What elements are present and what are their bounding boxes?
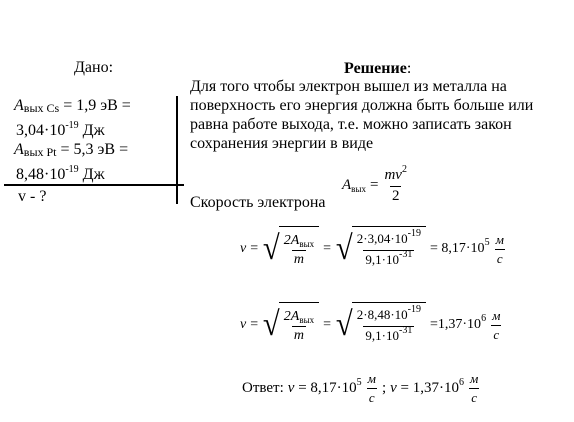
- a-pt-value: = 5,3 эВ =: [56, 141, 129, 158]
- answer-v2-unit: [468, 370, 480, 407]
- answer-label: Ответ:: [242, 380, 284, 396]
- answer-v1-eq: = 8,17·10: [294, 380, 357, 396]
- intro-line-4: сохранения энергии в виде: [190, 135, 374, 152]
- f1-eq2: =: [323, 241, 332, 256]
- f1-sqrt-outer: [262, 226, 319, 272]
- f1-result-exp: 5: [484, 237, 490, 248]
- energy-den: 2: [391, 188, 400, 204]
- sqrt-icon: √: [335, 230, 353, 267]
- given-a-cs: [14, 97, 131, 115]
- solution-title: [344, 60, 411, 78]
- answer-v2-unit-den: с: [471, 390, 478, 405]
- f1-eq: =: [250, 241, 259, 256]
- intro-line-2: поверхность его энергия должна быть больше или: [190, 97, 534, 114]
- f1-inner-den: 9,1·10: [365, 252, 399, 267]
- given-a-pt: [14, 141, 128, 159]
- f1-inner-num-exp: -19: [407, 228, 421, 239]
- f2-result: =1,37·10: [430, 317, 482, 332]
- f2-den: m: [293, 328, 305, 343]
- answer-v1-unit-num: м: [367, 371, 376, 386]
- given-divider: [4, 184, 184, 186]
- energy-eq-sign: =: [369, 177, 379, 193]
- f2-eq: =: [250, 317, 259, 332]
- energy-fraction: [382, 166, 409, 205]
- f1-result: = 8,17·10: [430, 241, 485, 256]
- a-pt-joule-mantissa: 8,48·10: [16, 166, 66, 183]
- answer-v1-unit-den: с: [368, 390, 375, 405]
- f2-unit: [490, 307, 502, 344]
- given-vertical-line: [176, 96, 178, 204]
- given-a-pt-joule: [16, 166, 105, 186]
- formula-1: [240, 226, 506, 272]
- energy-num: mv: [384, 167, 402, 183]
- f2-sqrt-inner: [335, 302, 426, 348]
- given-a-cs-joule: [16, 122, 105, 142]
- a-cs-sub: вых Cs: [23, 101, 60, 115]
- solution-title-colon: :: [406, 60, 412, 77]
- f1-inner-den-exp: -31: [398, 249, 413, 260]
- a-cs-joule-mantissa: 3,04·10: [16, 122, 66, 139]
- a-cs-joule-unit: Дж: [78, 122, 105, 139]
- energy-equation: [342, 166, 409, 205]
- energy-lhs: A: [342, 177, 352, 193]
- answer-v1-exp: 5: [356, 377, 362, 388]
- f2-sqrt-outer: [262, 302, 319, 348]
- energy-lhs-sub: вых: [351, 184, 366, 194]
- f2-num-sub: вых: [299, 315, 315, 325]
- f2-v: v: [240, 317, 247, 332]
- intro-line-3: равна работе выхода, т.е. можно записать закон: [190, 116, 512, 133]
- f1-inner-num: 2·3,04·10: [356, 231, 408, 246]
- f2-inner-den-exp: -31: [398, 325, 413, 336]
- sqrt-icon: √: [263, 230, 280, 267]
- intro-line-1: Для того чтобы электрон вышел из металла на: [190, 78, 507, 95]
- a-pt-symbol: A: [14, 141, 24, 158]
- f1-unit-den: с: [496, 250, 503, 266]
- a-cs-joule-exp: -19: [65, 120, 79, 131]
- f1-num-sub: вых: [299, 239, 315, 249]
- answer-v2-unit-num: м: [470, 371, 479, 386]
- f1-num-coef: 2A: [283, 233, 300, 248]
- answer-v2: v: [390, 380, 397, 396]
- formula-2: [240, 302, 502, 348]
- f2-num-coef: 2A: [283, 309, 300, 324]
- f2-inner-num-exp: -19: [407, 304, 421, 315]
- answer-v2-eq: = 1,37·10: [396, 380, 460, 396]
- given-title: Дано:: [74, 59, 114, 76]
- answer-v1-unit: [366, 370, 378, 407]
- answer-v2-exp: 6: [459, 377, 465, 388]
- a-pt-sub: вых Pt: [23, 145, 57, 159]
- solution-title-text: Решение: [344, 60, 407, 77]
- a-cs-symbol: A: [14, 97, 24, 114]
- answer-sep: ;: [381, 380, 387, 396]
- f2-unit-den: с: [493, 326, 500, 342]
- f2-inner-num: 2·8,48·10: [356, 307, 408, 322]
- sqrt-icon: √: [335, 306, 353, 343]
- f1-unit-num: м: [495, 231, 504, 247]
- speed-label: Скорость электрона: [190, 194, 326, 211]
- f2-unit-num: м: [492, 307, 501, 323]
- f2-result-exp: 6: [481, 313, 487, 324]
- f1-den: m: [293, 252, 305, 267]
- a-pt-joule-exp: -19: [65, 164, 79, 175]
- f2-inner-den: 9,1·10: [365, 328, 399, 343]
- f1-unit: [494, 231, 506, 268]
- answer-line: [242, 370, 480, 407]
- answer-v1: v: [287, 380, 295, 396]
- sqrt-icon: √: [263, 306, 280, 343]
- energy-num-exp: 2: [401, 164, 407, 175]
- f1-sqrt-inner: [335, 226, 426, 272]
- given-find: v - ?: [18, 188, 47, 205]
- f1-v: v: [240, 241, 247, 256]
- a-pt-joule-unit: Дж: [78, 166, 105, 183]
- f2-eq2: =: [323, 317, 332, 332]
- a-cs-value: = 1,9 эВ =: [59, 97, 131, 114]
